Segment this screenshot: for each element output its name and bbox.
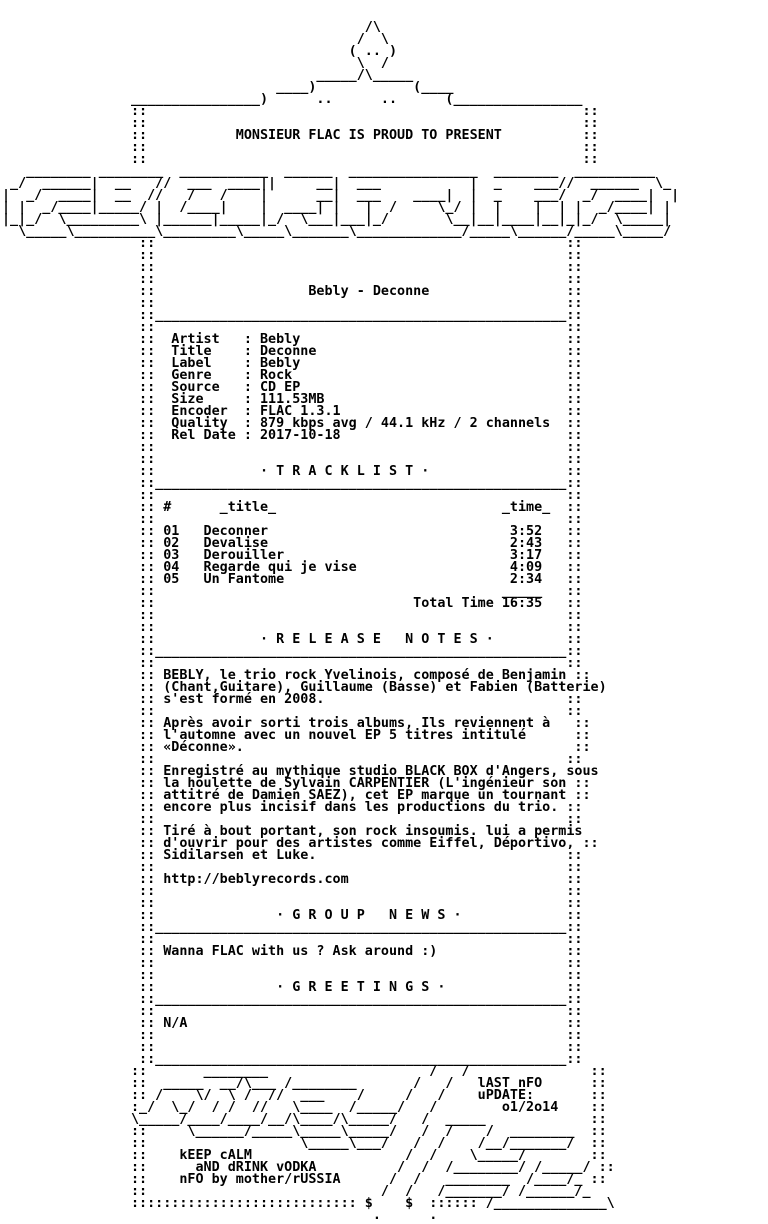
- nfo-line: :: · R E L E A S E N O T E S · ::: [2, 632, 583, 647]
- nfo-line: :: Enregistré au mythique studio BLACK BOX d'Angers, sous: [2, 764, 599, 779]
- nfo-line: :: ::: [2, 152, 599, 167]
- nfo-line: :: 01 Deconner 3:52 ::: [2, 524, 583, 539]
- nfo-line: :: Sidilarsen et Luke. ::: [2, 848, 583, 863]
- nfo-line: :: ::: [2, 860, 583, 875]
- nfo-line: :: \_____\___/ / / /__/_______/ ::: [2, 1136, 607, 1151]
- nfo-line: \ /: [2, 56, 389, 71]
- nfo-line: :: ::: [2, 248, 583, 263]
- nfo-ascii-art: [2, 22, 679, 1222]
- nfo-line: :: # _title_ _time_ ::: [2, 500, 583, 515]
- nfo-line: :: Total Time 16:35 ::: [2, 596, 583, 611]
- nfo-line: :: ::: [2, 140, 599, 155]
- nfo-line: :: ::: [2, 932, 583, 947]
- nfo-line: :: ::: [2, 752, 583, 767]
- nfo-line: ::___________________________________________________::: [2, 476, 583, 491]
- nfo-line: / \: [2, 32, 389, 47]
- nfo-line: | | _/____|_____/ | /____| | ____| | | / \_/ | | | | | _/____| |: [2, 200, 672, 215]
- nfo-line: ::___________________________________________________::: [2, 308, 583, 323]
- nfo-line: :: BEBLY, le trio rock Yvelinois, composé de Benjamin ::: [2, 668, 591, 683]
- nfo-line: ::___________________________________________________::: [2, 644, 583, 659]
- nfo-line: :: ::: [2, 296, 583, 311]
- nfo-line: :: http://beblyrecords.com ::: [2, 872, 583, 887]
- nfo-line: ::___________________________________________________::: [2, 992, 583, 1007]
- nfo-line: :: Encoder : FLAC 1.3.1 ::: [2, 404, 583, 419]
- nfo-line: _____/\_____: [2, 68, 414, 83]
- nfo-line: _/ ______| __ // ___ ____|| __| ___ | _ ___// ______ \_: [2, 176, 672, 191]
- nfo-line: :: ::: [2, 620, 583, 635]
- nfo-line: :: ::: [2, 956, 583, 971]
- nfo-line: :: Quality : 879 kbps avg / 44.1 kHz / 2 channels ::: [2, 416, 583, 431]
- nfo-line: :: ::: [2, 272, 583, 287]
- nfo-line: :: ::: [2, 236, 583, 251]
- nfo-line: :: (Chant,Guitare), Guillaume (Basse) et Fabien (Batterie): [2, 680, 607, 695]
- nfo-line: :: / \/ \ / // ___ / / / uPDATE: ::: [2, 1088, 607, 1103]
- nfo-line: :: nFO by mother/rUSSIA / / ________ /____/_ ::: [2, 1172, 607, 1187]
- nfo-line: :: Size : 111.53MB ::: [2, 392, 583, 407]
- nfo-line: :: ::: [2, 260, 583, 275]
- nfo-line: :: Wanna FLAC with us ? Ask around :) ::: [2, 944, 583, 959]
- nfo-line: \_____\__________\_________\_____\_______\_____________/_____\______/_____\_____/: [2, 224, 672, 239]
- nfo-line: :: ::: [2, 488, 583, 503]
- nfo-line: :: Rel Date : 2017-10-18 ::: [2, 428, 583, 443]
- nfo-line: :_/ \_/ / / // \____ /_____/ / o1/2o14 ::: [2, 1100, 607, 1115]
- nfo-line: :: s'est formé en 2008. ::: [2, 692, 583, 707]
- nfo-line: :: ::: [2, 512, 583, 527]
- nfo-line: :: 04 Regarde qui je vise 4:09 ::: [2, 560, 583, 575]
- nfo-line: :::::::::::::::::::::::::::: $ $ :::::: /______________\: [2, 1196, 615, 1211]
- nfo-line: ________ ________ ___________ ______ ________________ ________ __________: [2, 164, 656, 179]
- nfo-line: . .: [2, 1208, 438, 1223]
- nfo-line: :: 03 Derouiller 3:17 ::: [2, 548, 583, 563]
- nfo-line: :: Label : Bebly ::: [2, 356, 583, 371]
- nfo-line: :: · G R E E T I N G S · ::: [2, 980, 583, 995]
- nfo-line: :: ::: [2, 1040, 583, 1055]
- nfo-line: :: Tiré à bout portant, son rock insoumis. lui a permis: [2, 824, 583, 839]
- nfo-line: :: aND dRINK vODKA / / /________/ /_____/ ::: [2, 1160, 615, 1175]
- nfo-line: ________________) .. .. (________________: [2, 92, 583, 107]
- nfo-line: :: ::: [2, 320, 583, 335]
- nfo-line: :: ::: [2, 884, 583, 899]
- nfo-line: :: ::: [2, 1004, 583, 1019]
- nfo-line: :: ::: [2, 104, 599, 119]
- nfo-line: :: \______/_____\_____\_____/ / / / ________ ::: [2, 1124, 607, 1139]
- nfo-line: |_|_/ \_________\ |______|_____|_/ \___|___|_/ \__|__|____|__|_|_/ \_____|: [2, 212, 672, 227]
- nfo-line: | _/ ____| __ // / / | __| ___ ____| | _ ___/ _/ ____| |: [2, 188, 680, 203]
- nfo-line: :: 05 Un Fantome 2:34 ::: [2, 572, 583, 587]
- nfo-line: :: ::: [2, 704, 583, 719]
- nfo-line: :: Artist : Bebly ::: [2, 332, 583, 347]
- nfo-line: :: Genre : Rock ::: [2, 368, 583, 383]
- nfo-line: :: ::: [2, 608, 583, 623]
- nfo-line: :: ::: [2, 440, 583, 455]
- nfo-line: :: ::: [2, 1028, 583, 1043]
- nfo-line: ::___________________________________________________::: [2, 920, 583, 935]
- nfo-line: :: Title : Deconne ::: [2, 344, 583, 359]
- nfo-line: :: kEEP cALM / / \_____/ ::: [2, 1148, 607, 1163]
- nfo-line: :: Source : CD EP ::: [2, 380, 583, 395]
- nfo-line: :: d'ouvrir pour des artistes comme Eiffel, Déportivo, ::: [2, 836, 599, 851]
- nfo-line: ____) (____: [2, 80, 454, 95]
- nfo-line: :: ::: [2, 116, 599, 131]
- nfo-line: :: ::: [2, 656, 583, 671]
- nfo-line: :: N/A ::: [2, 1016, 583, 1031]
- nfo-line: :: ::: [2, 452, 583, 467]
- nfo-line: :: la houlette de Sylvain CARPENTIER (L'ingénieur son ::: [2, 776, 591, 791]
- nfo-line: /\: [2, 20, 381, 35]
- nfo-line: :: Après avoir sorti trois albums, Ils reviennent à ::: [2, 716, 591, 731]
- nfo-line: :: «Déconne». ::: [2, 740, 591, 755]
- nfo-line: :: ::: [2, 812, 583, 827]
- nfo-line: :: ::: [2, 896, 583, 911]
- nfo-line: \_____/____/____/__/\____/\_____/ / _____ ::: [2, 1112, 607, 1127]
- nfo-line: :: ::: [2, 968, 583, 983]
- nfo-line: :: · G R O U P N E W S · ::: [2, 908, 583, 923]
- nfo-line: :: l'automne avec un nouvel EP 5 titres intitulé ::: [2, 728, 591, 743]
- nfo-line: :: Bebly - Deconne ::: [2, 284, 583, 299]
- nfo-line: :: MONSIEUR FLAC IS PROUD TO PRESENT ::: [2, 128, 599, 143]
- nfo-line: :: 02 Devalise 2:43 ::: [2, 536, 583, 551]
- nfo-line: ( .. ): [2, 44, 398, 59]
- nfo-line: :: attitré de Damien SAEZ), cet EP marque un tournant ::: [2, 788, 591, 803]
- nfo-line: :: / / /_______/ /______/_: [2, 1184, 591, 1199]
- nfo-line: :: ________ / / ::: [2, 1064, 607, 1079]
- nfo-line: :: _____ ::: [2, 584, 583, 599]
- nfo-line: :: · T R A C K L I S T · ::: [2, 464, 583, 479]
- nfo-line: :: _____ __/\___ /________ / / lAST nFO ::: [2, 1076, 607, 1091]
- nfo-line: :: encore plus incisif dans les productions du trio. ::: [2, 800, 583, 815]
- nfo-line: ::___________________________________________________::: [2, 1052, 583, 1067]
